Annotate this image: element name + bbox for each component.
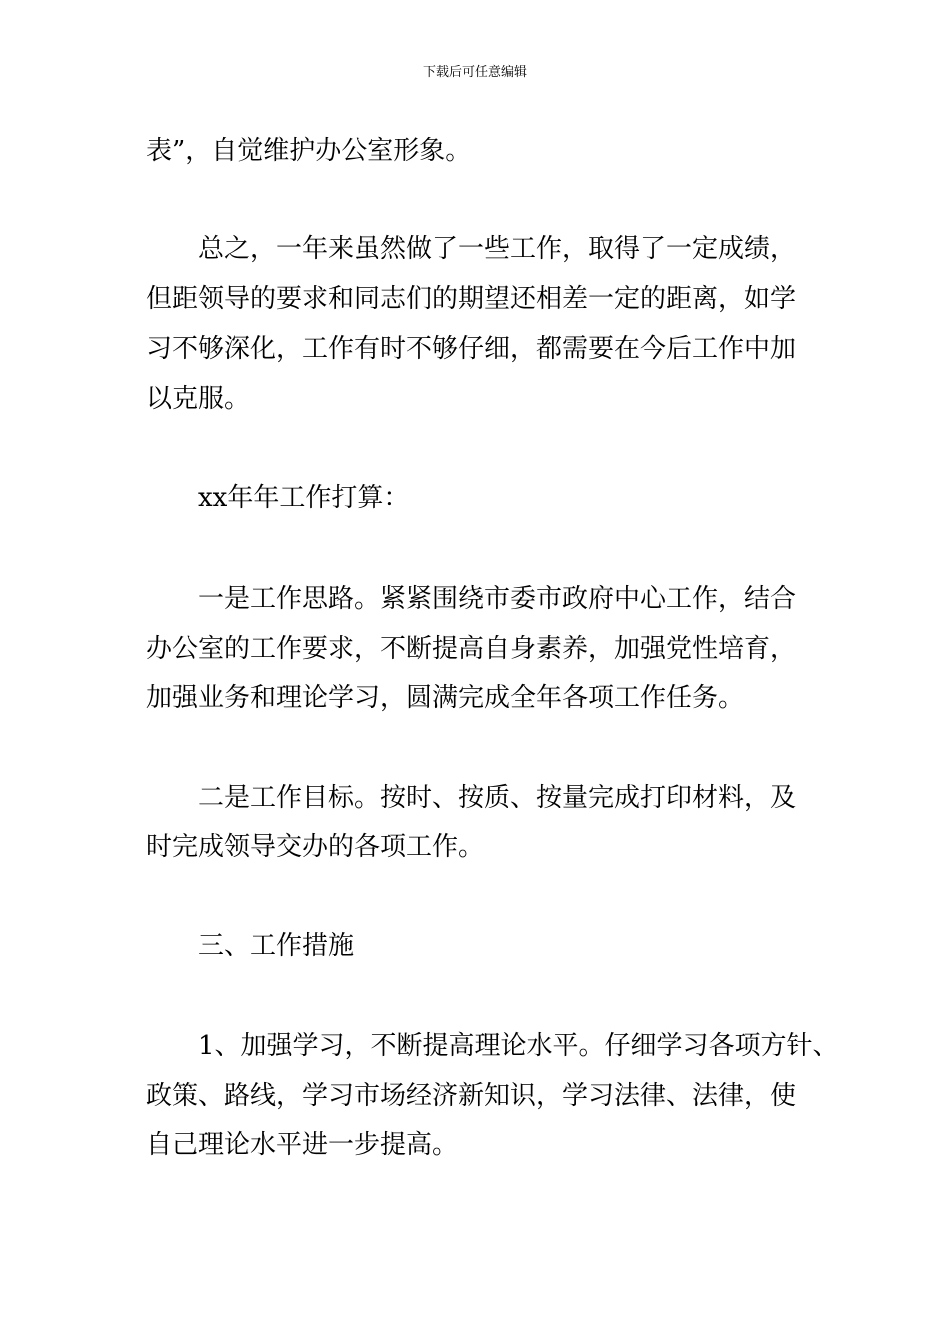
paragraph-line: 以克服。	[146, 384, 251, 414]
paragraph-line: 政策、路线，学习市场经济新知识，学习法律、法律，使	[146, 1081, 797, 1111]
paragraph-line: 加强业务和理论学习，圆满完成全年各项工作任务。	[146, 683, 745, 713]
section-heading: 三、工作措施	[198, 931, 355, 961]
section-heading: xx年年工作打算：	[198, 483, 410, 513]
paragraph-line: 表”，自觉维护办公室形象。	[146, 136, 472, 166]
paragraph-line: 但距领导的要求和同志们的期望还相差一定的距离，如学	[146, 284, 797, 314]
page-header: 下载后可任意编辑	[422, 65, 527, 80]
paragraph-line: 时完成领导交办的各项工作。	[146, 832, 485, 862]
paragraph-line: 办公室的工作要求，不断提高自身素养，加强党性培育，	[146, 634, 797, 664]
paragraph-line: 1、加强学习，不断提高理论水平。仔细学习各项方针、	[198, 1031, 839, 1061]
paragraph-line: 习不够深化，工作有时不够仔细，都需要在今后工作中加	[146, 334, 797, 364]
paragraph-line: 总之，一年来虽然做了一些工作，取得了一定成绩，	[198, 234, 797, 264]
paragraph-line: 一是工作思路。紧紧围绕市委市政府中心工作，结合	[198, 584, 797, 614]
paragraph-line: 自己理论水平进一步提高。	[146, 1130, 459, 1160]
paragraph-line: 二是工作目标。按时、按质、按量完成打印材料，及	[198, 783, 797, 813]
